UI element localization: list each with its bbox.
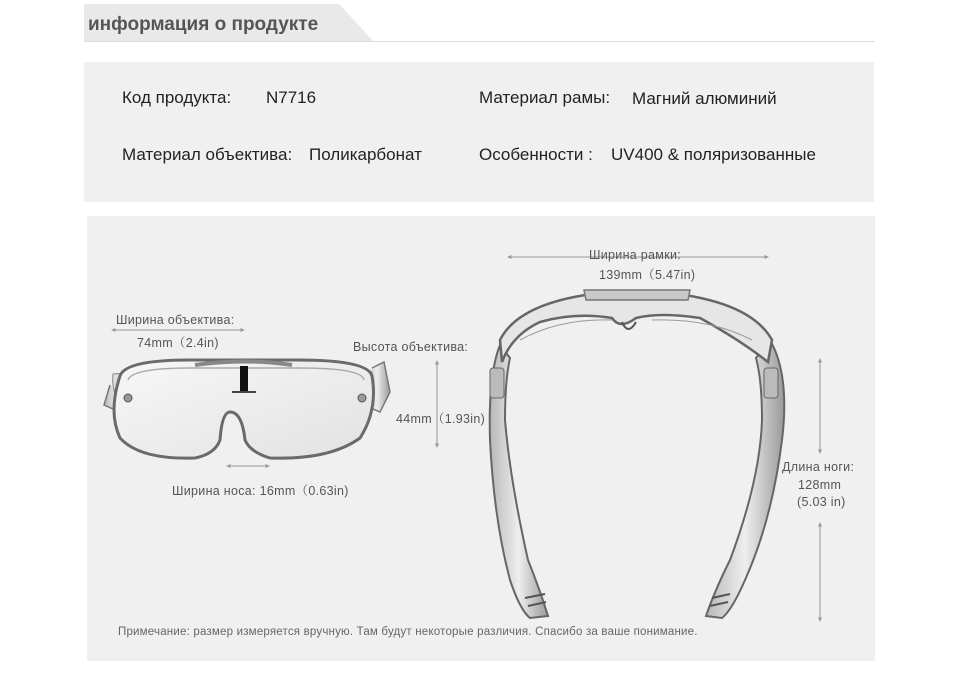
leg-length-value-mm: 128mm: [798, 478, 842, 492]
frame-width-label: Ширина рамки:: [589, 248, 682, 262]
top-view-glasses: [490, 290, 785, 618]
nose-width-label: Ширина носа: 16mm（0.63in): [172, 484, 349, 498]
features-label: Особенности :: [479, 145, 593, 164]
lens-material-value: Поликарбонат: [309, 145, 422, 164]
leg-length-label: Длина ноги:: [782, 460, 855, 474]
page-title: информация о продукте: [88, 14, 319, 35]
lens-material-label: Материал объектива:: [122, 145, 293, 164]
frame-material-value: Магний алюминий: [632, 89, 777, 108]
front-view-glasses: [104, 360, 390, 458]
lens-width-label: Ширина объектива:: [116, 313, 235, 327]
features-value: UV400 & поляризованные: [611, 145, 816, 164]
leg-length-value-in: (5.03 in): [797, 495, 846, 509]
product-code-value: N7716: [266, 88, 317, 107]
lens-width-value: 74mm（2.4in): [137, 336, 219, 350]
lens-height-value: 44mm（1.93in): [396, 412, 486, 426]
lens-height-label: Высота объектива:: [353, 340, 469, 354]
product-code-label: Код продукта:: [122, 88, 232, 107]
frame-material-label: Материал рамы:: [479, 88, 611, 107]
measurement-note: Примечание: размер измеряется вручную. Там будут некоторые различия. Спасибо за ваше понимание.: [118, 626, 698, 638]
frame-width-value: 139mm（5.47in): [599, 268, 696, 282]
